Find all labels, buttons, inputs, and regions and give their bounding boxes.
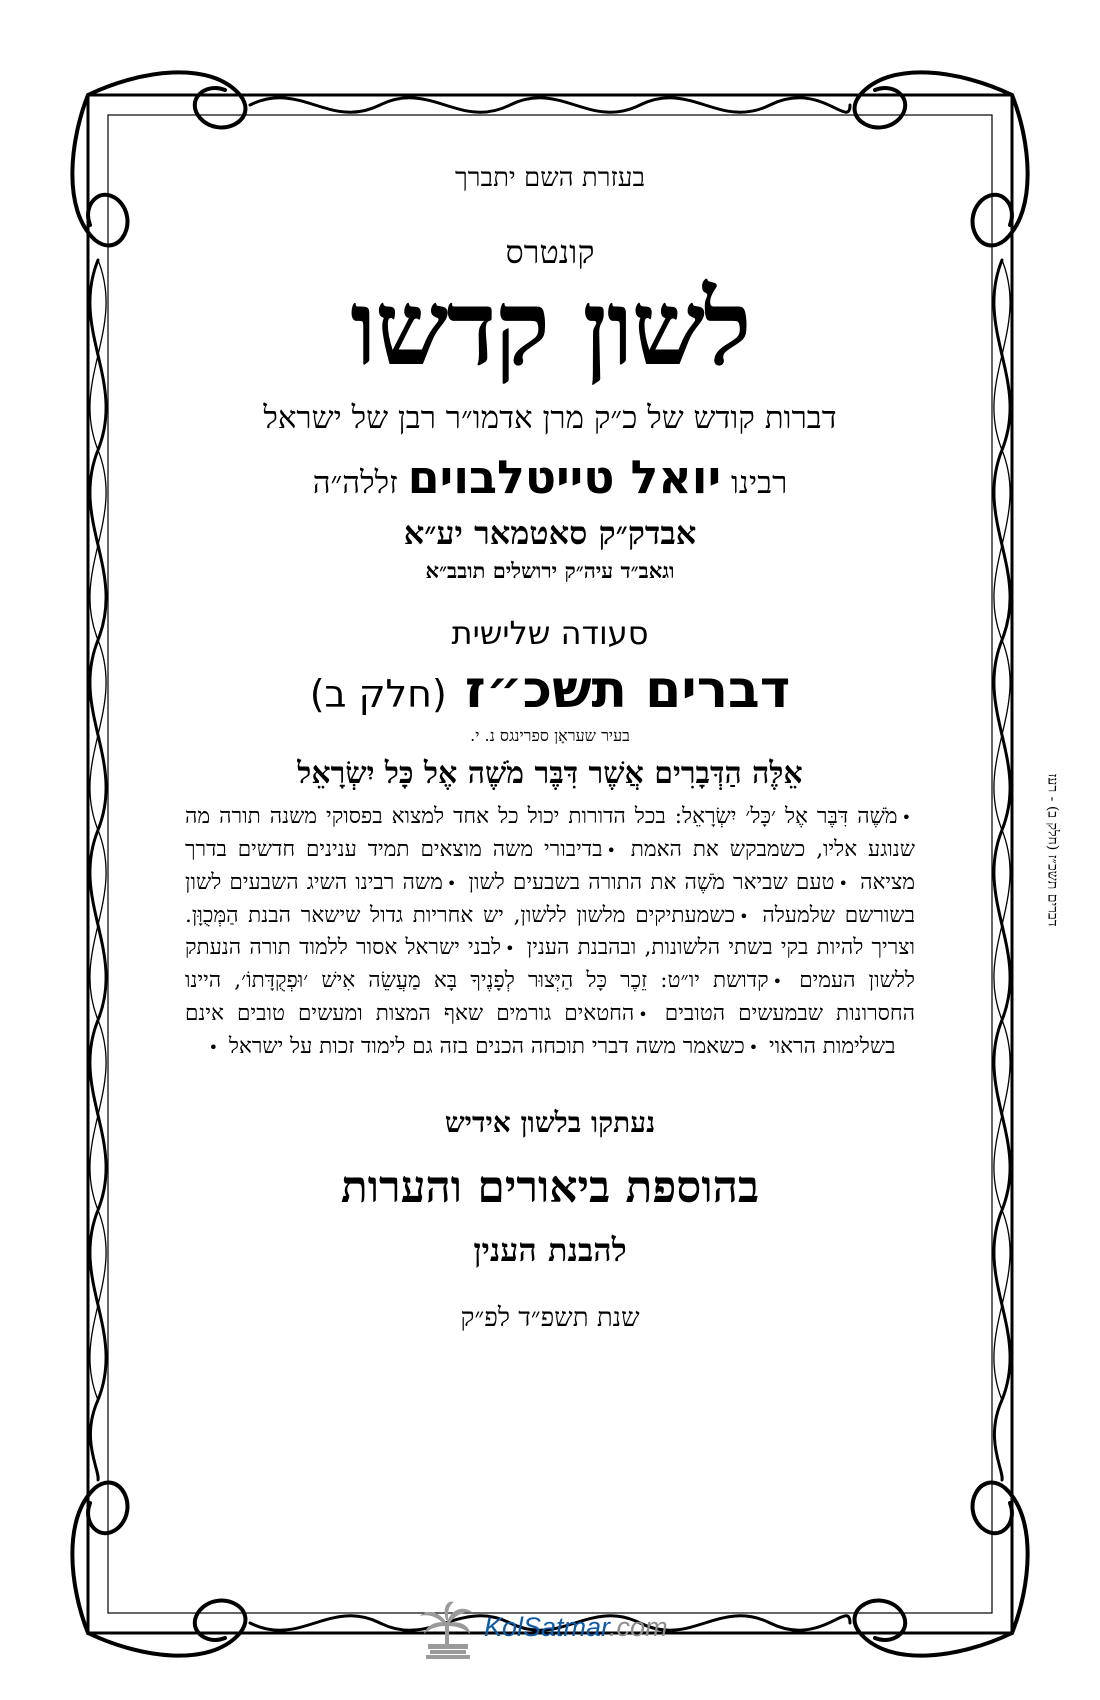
rebbe-suffix: זללה״ה — [312, 465, 398, 502]
location-text: בעיר שעראָן ספרינגס נ. י. — [470, 726, 630, 746]
summary-item: משה רבינו השיג השבעים לשון בשורשם שלמעלה — [185, 869, 915, 928]
kuntres-label: קונטרס — [505, 233, 595, 271]
jerusalem-line: וגאב״ד עיה״ק ירושלים תובב״א — [425, 558, 675, 584]
translated-note: נעתקו בלשון אידיש — [444, 1105, 656, 1139]
subtitle-line: דברות קודש של כ״ק מרן אדמו״ר רבן של ישראל — [263, 400, 837, 437]
bullet-icon: • — [505, 939, 515, 959]
summary-item: לבני ישראל אסור ללמוד תורה הנעתק ללשון העמים — [185, 935, 915, 994]
kolsatmar-logo[interactable] — [418, 1600, 678, 1660]
rebbe-prefix: רבינו — [731, 465, 788, 502]
bullet-icon: • — [606, 840, 616, 860]
bullet-icon: • — [446, 873, 457, 893]
bullet-icon: • — [638, 1004, 648, 1024]
understanding-heading: להבנת הענין — [473, 1230, 627, 1269]
blessing-text: בעזרת השם יתברך — [455, 163, 645, 193]
year-line: שנת תשפ״ד לפ״ק — [460, 1302, 640, 1333]
bullet-icon: • — [838, 873, 848, 893]
occasion-label: סעודה שלישית — [451, 614, 649, 653]
verse-heading: אֵלֶּה הַדְּבָרִים אֲשֶׁר דִּבֶּר מֹשֶׁה אֶל כָּל יִשְׂרָאֵל — [297, 756, 803, 792]
summary-item: טעם שביאר מֹשֶׁה את התורה בשבעים לשון — [460, 869, 835, 895]
bullet-icon: • — [748, 1037, 759, 1057]
parsha-title — [175, 660, 925, 720]
summary-item: בדיבורי משה מוצאים תמיד ענינים חדשים בדרך מציאה — [185, 836, 916, 895]
summary-paragraph — [175, 801, 925, 1063]
additions-heading: בהוספת ביאורים והערות — [340, 1161, 760, 1213]
logo-brand: KolSatmar — [484, 1612, 610, 1642]
bullet-icon: • — [739, 906, 749, 926]
side-page-reference: דברים תשכ״ז (חלק ב) - רעז — [1044, 773, 1061, 927]
summary-item: קדושת יו״ט: זֵכֶר כָּל הַיְּצוּר לְפָנֶיךָ בָּא מַעֲשֵׂה אִישׁ ׳וּפְקֻדָּתוֹ׳, היינו החסרונות שבמעשים הטובים — [185, 968, 915, 1026]
summary-item: כשמעתיקים מלשון ללשון, יש אחריות גדול שישאר הבנת הַמְּכֻוָּן. וצריך להיות בקי בשתי הלשונות, ובהבנת הענין — [185, 902, 915, 961]
parsha-name: דברים תשכ״ז — [464, 660, 791, 721]
bullet-icon: • — [901, 808, 911, 828]
part-label: (חלק ב) — [309, 672, 447, 717]
bullet-icon: • — [208, 1037, 218, 1057]
summary-item: כשאמר משה דברי תוכחה הכנים בזה גם לימוד זכות על ישראל — [222, 1033, 745, 1059]
rebbe-line — [175, 450, 925, 504]
main-title: לשון קדשו — [350, 266, 750, 389]
logo-wordmark — [484, 1612, 668, 1643]
av-beis-din-line: אבדק״ק סאטמאר יע״א — [403, 514, 697, 553]
summary-item: החטאים גורמים שאף המצות ומעשים טובים אינם בשלימות הראוי — [185, 1000, 896, 1059]
rebbe-name: יואל טייטלבוים — [407, 450, 722, 505]
summary-item: מֹשֶׁה דִּבֶּר אֶל ׳כָּל׳ יִשְׂרָאֵל: בכל הדורות יכול כל אחד למצוא בפסוקי משנה תורה מה שנוגע אליו, כשמבקש את האמת — [185, 804, 916, 862]
palm-tree-books-icon — [418, 1600, 476, 1660]
bullet-icon: • — [772, 972, 783, 992]
title-page-content — [175, 145, 925, 1535]
logo-domain: .com — [609, 1612, 668, 1642]
